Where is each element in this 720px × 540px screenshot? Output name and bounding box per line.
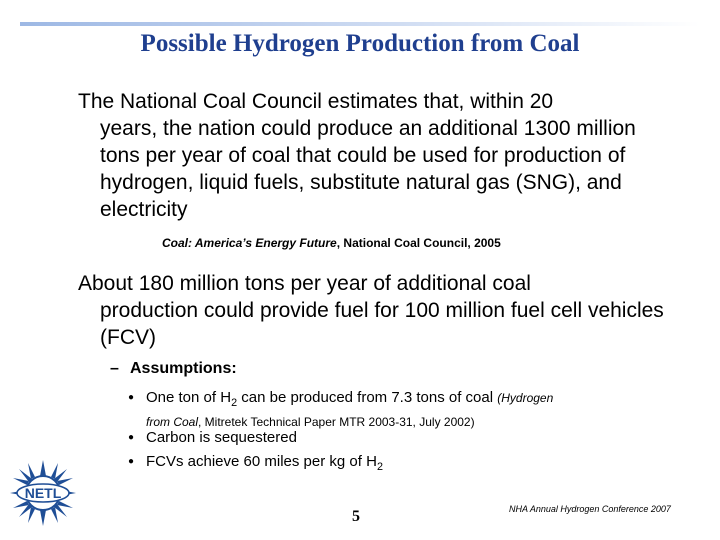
footer-conference: NHA Annual Hydrogen Conference 2007 xyxy=(509,504,671,514)
bullet-dot-icon: ● xyxy=(128,456,135,467)
assumption-item-carbon xyxy=(128,428,297,447)
dash-marker: – xyxy=(110,360,119,377)
item1-ref-start: (Hydrogen xyxy=(497,391,554,405)
bullet-dot-icon: ● xyxy=(128,432,135,443)
citation-source: , National Coal Council, 2005 xyxy=(336,236,501,250)
item1-ref-title: from Coal xyxy=(146,415,199,429)
bullet2-rest: production could provide fuel for 100 million fuel cell vehicles (FCV) xyxy=(100,299,664,349)
item1-text: One ton of H xyxy=(146,389,232,406)
item2-text: Carbon is sequestered xyxy=(146,429,297,446)
item1-ref-rest: , Mitretek Technical Paper MTR 2003-31, July 2002) xyxy=(198,415,475,429)
citation xyxy=(162,236,501,250)
bullet-national-coal-council xyxy=(78,88,678,223)
bullet2-line1: About 180 million tons per year of additional coal xyxy=(78,272,531,295)
item3-subscript: 2 xyxy=(376,461,383,473)
assumptions-label: Assumptions: xyxy=(130,360,237,377)
item3-text: FCVs achieve 60 miles per kg of H xyxy=(146,453,377,470)
page-number: 5 xyxy=(352,508,360,525)
bullet1-rest: years, the nation could produce an additional 1300 million tons per year of coal that could be used for production of hydrogen, liquid fuels, substitute natural gas (SNG), and electricity xyxy=(100,117,636,221)
assumptions-heading xyxy=(110,360,237,378)
logo-text: NETL xyxy=(24,485,62,501)
bullet-fcv-fuel xyxy=(78,270,678,351)
citation-title: Coal: America’s Energy Future xyxy=(162,236,337,250)
slide-title: Possible Hydrogen Production from Coal xyxy=(140,30,580,57)
assumption-item-fcv-mileage xyxy=(128,452,383,477)
netl-logo-icon xyxy=(8,458,78,528)
item1-text-post: can be produced from 7.3 tons of coal xyxy=(237,389,498,406)
assumption-item-hydrogen-yield xyxy=(128,388,553,432)
bullet1-line1: The National Coal Council estimates that, within 20 xyxy=(78,90,554,113)
item1-subscript: 2 xyxy=(231,397,238,409)
bullet-dot-icon: ● xyxy=(128,392,135,403)
title-accent-bar xyxy=(20,22,700,26)
